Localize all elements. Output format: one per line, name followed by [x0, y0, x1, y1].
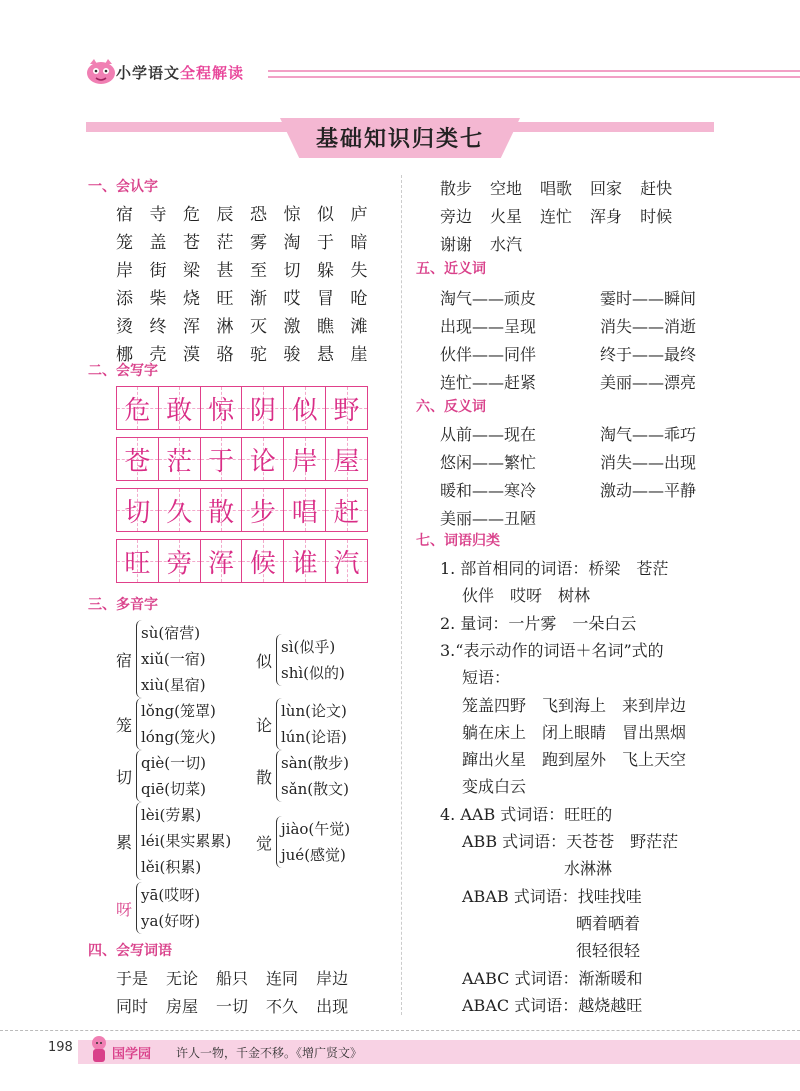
tianzige-box	[284, 540, 326, 582]
word: 水汽	[490, 235, 523, 254]
classification-line: AABC 式词语：渐渐暖和	[462, 968, 643, 988]
pinyin-reading: qiē(切菜)	[141, 780, 206, 798]
header-rule	[268, 70, 800, 78]
write-char: 苍	[124, 446, 151, 477]
pinyin-reading: léi(果实累累)	[141, 832, 232, 850]
polyphone-论	[256, 698, 347, 750]
char-row	[116, 256, 386, 284]
recognize-char: 哎	[283, 289, 301, 309]
recognize-char: 悬	[317, 345, 334, 365]
tianzige-box	[326, 489, 367, 531]
reading-brace	[136, 750, 206, 802]
recognize-char: 暗	[350, 233, 368, 253]
pinyin-reading: yā(哎呀)	[141, 886, 201, 904]
section-heading-polyphones: 三、多音字	[88, 597, 158, 613]
classification-line: 4. AAB 式词语：旺旺的	[440, 804, 613, 824]
classification-line: 1. 部首相同的词语：桥梁 苍茫	[440, 559, 669, 578]
word: 于是	[116, 969, 149, 988]
mascot-logo-icon	[84, 56, 118, 86]
write-char: 屋	[333, 446, 360, 477]
tianzige-box	[117, 438, 159, 480]
recognize-char: 激	[283, 317, 301, 337]
polyphone-宿	[116, 620, 206, 698]
word-pair: 暖和——寒冷	[440, 481, 537, 500]
recognize-char: 瞧	[317, 317, 334, 337]
classification-line: ABAB 式词语：找哇找哇	[462, 886, 642, 906]
tianzige-box	[117, 540, 159, 582]
polyphone-char: 累	[116, 832, 133, 852]
polyphone-切	[116, 750, 206, 802]
recognize-char: 切	[283, 261, 301, 281]
pinyin-reading: sì(似乎)	[281, 638, 336, 656]
classification-line: 晒着晒着	[576, 913, 641, 933]
word: 岸边	[316, 969, 349, 988]
polyphone-char: 论	[256, 715, 273, 735]
word-pair: 淘气——乖巧	[600, 425, 697, 444]
tianzige-box	[242, 540, 284, 582]
tianzige-box	[284, 489, 326, 531]
write-char: 阴	[249, 395, 276, 426]
recognize-char: 柴	[149, 289, 167, 309]
recognize-char: 淋	[216, 317, 234, 337]
footer-quote: 许人一物，千金不移。《增广贤文》	[176, 1046, 363, 1060]
write-char-row	[116, 386, 368, 430]
tianzige-box	[326, 438, 367, 480]
word: 谢谢	[440, 235, 473, 254]
recognize-char: 躲	[317, 261, 334, 281]
classification-line: 3.“表示动作的词语＋名词”式的	[440, 640, 664, 660]
write-char: 于	[208, 446, 235, 477]
recognize-char: 壳	[149, 345, 167, 365]
section-heading-recognize: 一、会认字	[88, 179, 158, 195]
recognize-char: 笼	[116, 233, 133, 253]
reading-brace	[136, 620, 206, 698]
recognize-char: 至	[250, 261, 267, 281]
pinyin-reading: lùn(论文)	[281, 702, 347, 720]
recognize-char: 滩	[350, 317, 368, 337]
tianzige-box	[326, 540, 367, 582]
classification-line: 蹿出火星 跑到屋外 飞上天空	[462, 750, 687, 770]
recognize-char: 烫	[116, 317, 133, 337]
polyphone-累	[116, 802, 231, 880]
write-char: 敢	[166, 395, 193, 426]
pinyin-reading: sǎn(散文)	[281, 780, 350, 798]
word: 浑身	[590, 207, 623, 226]
recognize-char: 雾	[250, 233, 267, 253]
reading-brace	[276, 698, 347, 750]
recognize-char: 冒	[317, 289, 334, 309]
recognize-char: 烧	[183, 289, 200, 309]
write-char-row	[116, 539, 368, 583]
tianzige-box	[159, 438, 201, 480]
write-char: 茫	[166, 446, 193, 477]
recognize-char: 盖	[149, 233, 167, 253]
tianzige-box	[159, 540, 201, 582]
word: 不久	[266, 997, 299, 1016]
word: 空地	[490, 179, 523, 198]
word: 旁边	[440, 207, 473, 226]
polyphone-char: 呀	[116, 899, 133, 919]
write-char: 似	[291, 395, 318, 426]
pinyin-reading: sù(宿营)	[141, 624, 201, 642]
classification-line: 躺在床上 闭上眼睛 冒出黑烟	[462, 722, 687, 742]
word-line	[440, 232, 540, 255]
recognize-char-grid	[116, 200, 386, 368]
tianzige-box	[326, 387, 367, 429]
write-char: 候	[249, 548, 276, 579]
page-title: 基础知识归类七	[315, 126, 484, 152]
recognize-char: 惊	[283, 205, 301, 225]
recognize-char: 浑	[183, 317, 200, 337]
word: 回家	[590, 179, 623, 198]
footer-rule	[0, 1030, 800, 1031]
section-heading-write-chars: 二、会写字	[88, 363, 158, 379]
recognize-char: 辰	[216, 205, 234, 225]
polyphone-char: 似	[256, 651, 273, 671]
polyphone-char: 散	[256, 767, 273, 787]
section-heading-write-words: 四、会写词语	[88, 943, 172, 959]
pinyin-reading: lèi(劳累)	[141, 806, 202, 824]
word-pair: 美丽——漂亮	[600, 373, 697, 392]
write-char: 危	[124, 395, 151, 426]
word-pair: 霎时——瞬间	[600, 289, 697, 308]
word: 出现	[316, 997, 349, 1016]
recognize-char: 旺	[216, 289, 234, 309]
recognize-char: 似	[317, 205, 334, 225]
write-char: 唱	[291, 497, 318, 528]
classification-line: 短语：	[462, 668, 511, 688]
classification-line: 2. 量词：一片雾 一朵白云	[440, 613, 637, 633]
word-pair: 伙伴——同伴	[440, 345, 537, 364]
word-pair: 连忙——赶紧	[440, 373, 537, 392]
polyphone-char: 觉	[256, 833, 273, 853]
write-char: 旁	[166, 548, 193, 579]
tianzige-box	[284, 387, 326, 429]
char-row	[116, 312, 386, 340]
page-number: 198	[48, 1040, 73, 1055]
scholar-mascot-icon	[88, 1034, 110, 1064]
word-pair: 消失——出现	[600, 453, 697, 472]
tianzige-box	[159, 387, 201, 429]
word: 时候	[640, 207, 673, 226]
write-char: 步	[249, 497, 276, 528]
word-pair: 淘气——顽皮	[440, 289, 537, 308]
reading-brace	[136, 698, 216, 750]
recognize-char: 街	[149, 261, 167, 281]
pinyin-reading: lěi(积累)	[141, 858, 202, 876]
recognize-char: 驼	[250, 345, 267, 365]
recognize-char: 呛	[350, 289, 368, 309]
write-char: 岸	[291, 446, 318, 477]
write-char: 惊	[208, 395, 235, 426]
word: 一切	[216, 997, 249, 1016]
pinyin-reading: lǒng(笼罩)	[141, 702, 216, 720]
tianzige-box	[242, 489, 284, 531]
pinyin-reading: ya(好呀)	[141, 912, 201, 930]
word: 连同	[266, 969, 299, 988]
column-divider	[401, 175, 402, 1015]
pinyin-reading: jiào(午觉)	[281, 820, 351, 838]
write-char: 野	[333, 395, 360, 426]
pinyin-reading: lún(论语)	[281, 728, 347, 746]
recognize-char: 宿	[116, 205, 133, 225]
tianzige-box	[201, 438, 243, 480]
recognize-char: 骆	[216, 345, 234, 365]
section-heading-antonyms: 六、反义词	[416, 399, 486, 415]
recognize-char: 灭	[250, 317, 267, 337]
tianzige-box	[284, 438, 326, 480]
word: 散步	[440, 179, 473, 198]
recognize-char: 崖	[350, 345, 368, 365]
pinyin-reading: sàn(散步)	[281, 754, 350, 772]
classification-line: 水淋淋	[564, 859, 613, 879]
polyphone-呀	[116, 882, 200, 934]
write-char: 浑	[208, 548, 235, 579]
recognize-char: 苍	[183, 233, 200, 253]
reading-brace	[136, 882, 200, 934]
word-pair: 激动——平静	[600, 481, 697, 500]
brand-title: 小学语文全程解读	[116, 64, 245, 82]
pinyin-reading: shì(似的)	[281, 664, 345, 682]
classification-line: 变成白云	[462, 777, 527, 797]
footer-label: 国学园	[112, 1047, 152, 1062]
write-char: 论	[249, 446, 276, 477]
write-char: 旺	[124, 548, 151, 579]
word: 同时	[116, 997, 149, 1016]
section-heading-synonyms: 五、近义词	[416, 261, 486, 277]
reading-brace	[136, 802, 231, 880]
pinyin-reading: lóng(笼火)	[141, 728, 216, 746]
tianzige-box	[242, 438, 284, 480]
word: 唱歌	[540, 179, 573, 198]
word-pair: 美丽——丑陋	[440, 509, 537, 528]
pinyin-reading: xiǔ(一宿)	[141, 650, 206, 668]
word: 船只	[216, 969, 249, 988]
pinyin-reading: jué(感觉)	[281, 846, 346, 864]
recognize-char: 甚	[216, 261, 234, 281]
polyphone-笼	[116, 698, 216, 750]
recognize-char: 于	[317, 233, 334, 253]
recognize-char: 骏	[283, 345, 301, 365]
reading-brace	[276, 634, 345, 686]
classification-line: ABAC 式词语：越烧越旺	[462, 995, 643, 1015]
recognize-char: 淘	[283, 233, 301, 253]
page-header	[0, 52, 800, 92]
classification-line: 伙伴 哎呀 树林	[462, 586, 591, 606]
section-heading-classification: 七、词语归类	[416, 533, 500, 549]
tianzige-box	[201, 387, 243, 429]
polyphone-char: 宿	[116, 650, 133, 670]
word: 赶快	[640, 179, 673, 198]
recognize-char: 终	[149, 317, 167, 337]
write-char-row	[116, 488, 368, 532]
word: 连忙	[540, 207, 573, 226]
polyphone-似	[256, 634, 345, 686]
tianzige-box	[201, 489, 243, 531]
write-char: 汽	[333, 548, 360, 579]
write-char-row	[116, 437, 368, 481]
tianzige-box	[117, 387, 159, 429]
pinyin-reading: qiè(一切)	[141, 754, 206, 772]
recognize-char: 茫	[216, 233, 234, 253]
word-line	[440, 204, 690, 227]
polyphone-char: 切	[116, 767, 133, 787]
classification-line: 笼盖四野 飞到海上 来到岸边	[462, 695, 687, 715]
recognize-char: 危	[183, 205, 200, 225]
tianzige-box	[159, 489, 201, 531]
pinyin-reading: xiù(星宿)	[141, 676, 206, 694]
word-line	[116, 966, 366, 989]
polyphone-char: 笼	[116, 715, 133, 735]
char-row	[116, 228, 386, 256]
word-line	[440, 176, 690, 199]
recognize-char: 庐	[350, 205, 368, 225]
word-pair: 从前——现在	[440, 425, 537, 444]
classification-line: 很轻很轻	[576, 941, 641, 961]
word: 无论	[166, 969, 199, 988]
polyphone-散	[256, 750, 349, 802]
word: 火星	[490, 207, 523, 226]
recognize-char: 岸	[116, 261, 133, 281]
char-row	[116, 200, 386, 228]
recognize-char: 梛	[116, 345, 133, 365]
char-row	[116, 284, 386, 312]
write-char: 赶	[333, 497, 360, 528]
word-line	[116, 994, 366, 1017]
recognize-char: 渐	[250, 289, 267, 309]
write-char: 散	[208, 497, 235, 528]
word-pair: 出现——呈现	[440, 317, 537, 336]
polyphone-觉	[256, 816, 350, 868]
write-char: 久	[166, 497, 193, 528]
word-pair: 消失——消逝	[600, 317, 697, 336]
recognize-char: 添	[116, 289, 133, 309]
recognize-char: 寺	[149, 205, 167, 225]
write-char: 谁	[291, 548, 318, 579]
tianzige-box	[117, 489, 159, 531]
word: 房屋	[166, 997, 199, 1016]
word-pair: 终于——最终	[600, 345, 697, 364]
recognize-char: 恐	[250, 205, 267, 225]
classification-line: ABB 式词语：天苍苍 野茫茫	[462, 832, 679, 851]
reading-brace	[276, 750, 349, 802]
write-char: 切	[124, 497, 151, 528]
recognize-char: 漠	[183, 345, 200, 365]
recognize-char: 失	[350, 261, 368, 281]
recognize-char: 梁	[183, 261, 200, 281]
tianzige-box	[201, 540, 243, 582]
tianzige-box	[242, 387, 284, 429]
word-pair: 悠闲——繁忙	[440, 453, 537, 472]
reading-brace	[276, 816, 350, 868]
